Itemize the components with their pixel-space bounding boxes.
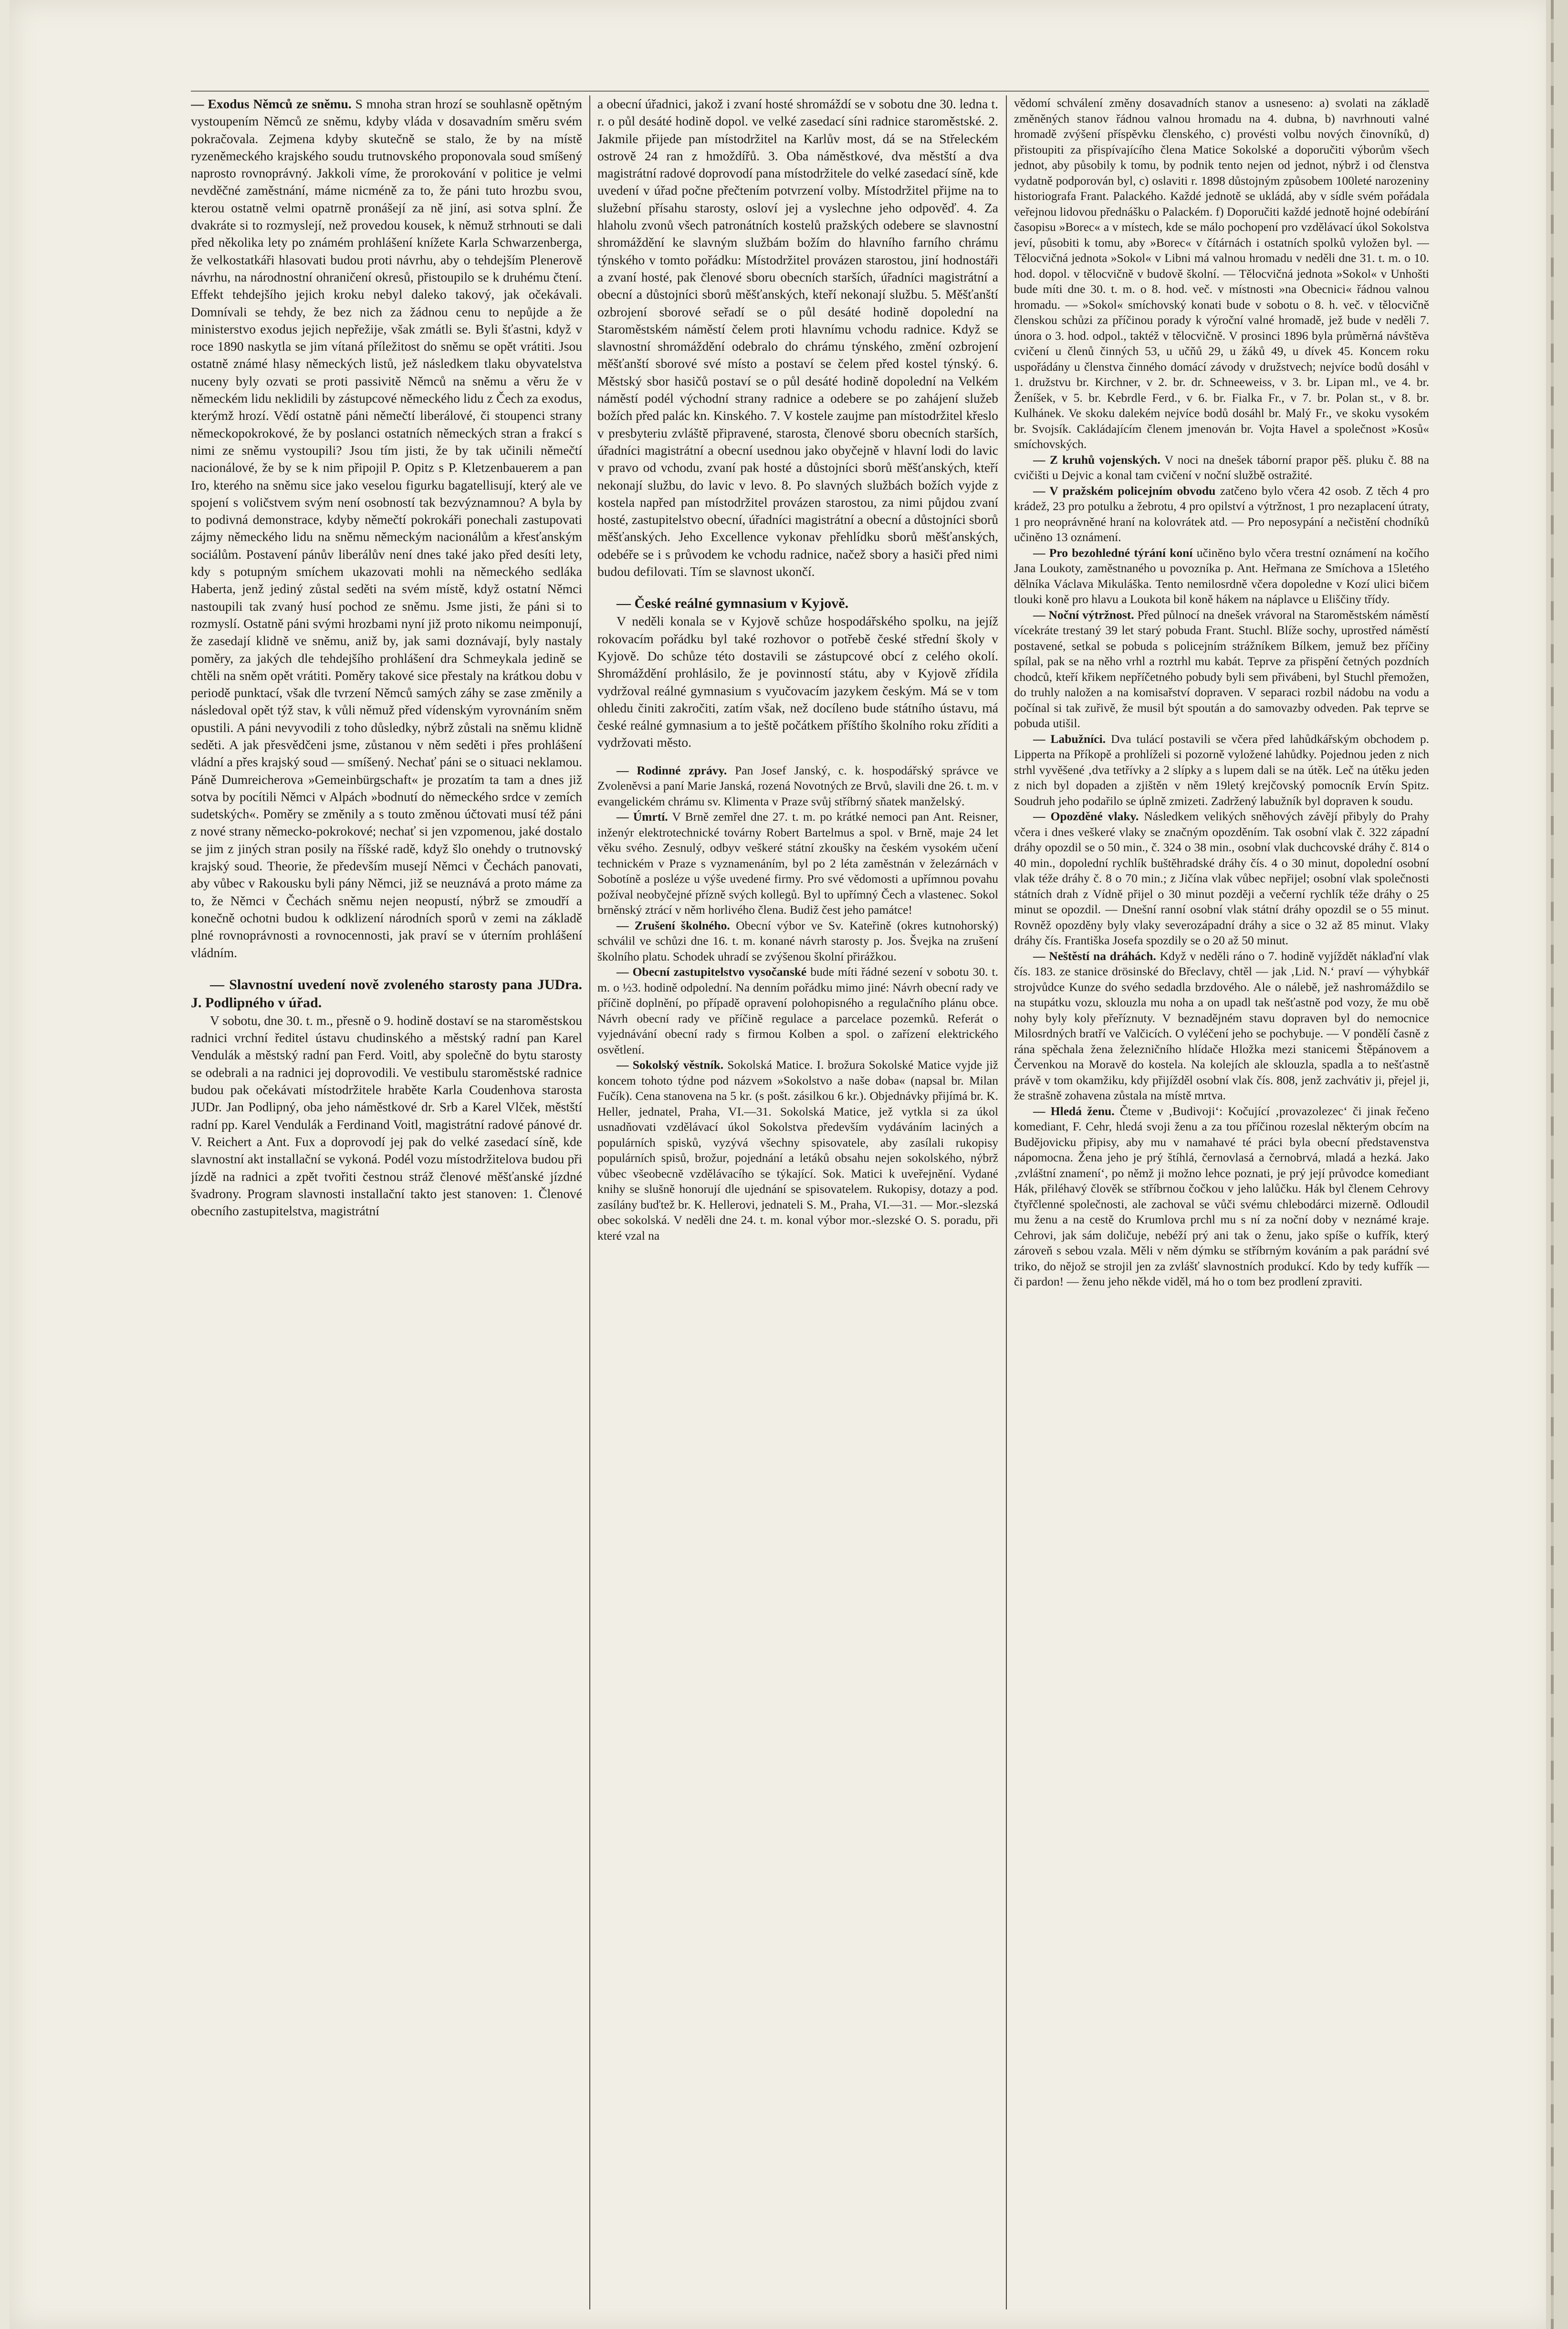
article-heading: — Sokolský věstník. bbox=[617, 1058, 724, 1072]
top-rule bbox=[191, 91, 1429, 92]
article-heading: — Z kruhů vojenských. bbox=[1033, 452, 1160, 467]
article-heading: — Úmrtí. bbox=[617, 810, 668, 824]
article-exodus bbox=[191, 95, 582, 961]
article-text: V Brně zemřel dne 27. t. m. po krátké nemoci pan Ant. Reisner, inženýr elektrotechnické továrny Robert Bartelmus a spol. v Brně, maje 24 let věku svého. Zesnulý, odbyv veškeré státní zkoušky na českém vysokém učení technickém v Praze s vyznamenáním, byl po 2 léta zaměstnán v železárnách v Sobotíně a posléze u výše uvedené firmy. Pro své vědomosti a upřímnou povahu požíval neobyčejné přízně svých kollegů. Byl to upřímný Čech a vlastenec. Sokol brněnský ztrácí v něm horlivého člena. Budiž čest jeho památce! bbox=[597, 810, 998, 917]
article-heading: — Rodinné zprávy. bbox=[617, 763, 727, 777]
article-text: Když v neděli ráno o 7. hodině vyjíždět náklaďní vlak čís. 183. ze stanice drösinské do Břeclavy, chtěl — jak ‚Lid. N.‘ praví — výhybkář strojvůdce Kunze do svého sedadla brzdového. Ale o nálebě, jež nashromáždilo se na stupátku vozu, sklouzla mu noha a on upadl tak nešťastně pod vozy, že mu obě nohy byly koly přeříznuty. V beznadějném stavu dopraven byl do nemocnice Milosrdných bratří ve Valčicích. O vyléčení jeho se pochybuje. — V pondělí časně z rána spěchala žena železničního hlídače Hložka mezi stanicemi Štěpánovem a Červenkou na Moravě do kostela. Na kolejích ale sklouzla, spadla a to nešťastně právě v tom okamžiku, kdy přijížděl osobní vlak čís. 808, jenž zachvátiv ji, přejel ji, že strašně zohavena zůstala na místě mrtva. bbox=[1014, 949, 1429, 1102]
article-text: učiněno bylo včera trestní oznámení na kočího Jana Loukoty, zaměstnaného u povozníka p. Ant. Heřmana ze Smíchova a 15letého dělníka Václava Mikuláška. Tento nemilosrdně včera dopoledne v Kozí ulici bičem tlouki koně pro hlavu a Loukota bil koně hákem na náplavce u Eliščiny třídy. bbox=[1014, 545, 1429, 606]
article-heading: — Exodus Němců ze sněmu. bbox=[191, 96, 352, 111]
article-heading: — Obecní zastupitelstvo vysočanské bbox=[617, 965, 807, 979]
article-heading: — Opozděné vlaky. bbox=[1033, 809, 1139, 823]
article-heading: — České reálné gymnasium v Kyjově. bbox=[617, 595, 849, 612]
article-text: S mnoha stran hrozí se souhlasně opětným vystoupením Němců ze sněmu, kdyby vláda v dosavadním směru svém pokračovala. Zejmena kdyby skutečně se stalo, že by na místě ryzeněmeckého krajského soudu trutnovského proponovala soud smíšený naprosto rovnoprávný. Jakkoli víme, že prorokování v politice je velmi nevděčné zaměstnání, máme nicméně za to, že páni tuto hrozbu svou, kterou ostatně velmi opatrně pronášejí za ně jiní, asi sotva splní. Že dvakráte si to rozmyslejí, než provedou kousek, k němuž strhnouti se dali před několika lety po známém prohlášení knížete Karla Schwarzenberga, že velkostatkáři hlasovati budou proti návrhu, aby o tehdejším Plenerově návrhu, na národnostní ohraničení okresů, přistoupilo se k druhému čtení. Effekt tehdejšího jejich kroku nebyl daleko takový, jak očekávali. Domnívali se tehdy, že bez nich za žádnou cenu to nepůjde a že ministerstvo exodus jejich nepřežije, však zmátli se. Byli šťastni, když v roce 1890 naskytla se jim vítaná příležitost do sněmu se opět vrátiti. Jsou ostatně známé hlasy německých listů, jež následkem tlaku obyvatelstva nuceny byly ozvati se proti passivitě Němců na sněmu a věru že v německém lidu neklidili by zástupcové německého lidu z Čech za exodus, kterýmž hrozí. Vědí ostatně páni němečtí liberálové, či stoupenci strany německopokrokové, že by poslanci ostatních německých stran a frakcí s nimi ze sněmu vystoupili? Jsou tím jisti, že by tak učinili němečtí nacionálové, že by se k nim připojil P. Opitz s P. Kletzenbauerem a pan Iro, kterého na sněmu sice jako veselou figurku bagatellisují, který ale ve spojení s voličstvem svým není osobností tak bezvýznamnou? A byla by to podivná demonstrace, kdyby němečtí pokrokáři ponechali zastupovati zájmy německého lidu na sněmu německým nacionálům a křesťanským sociálům. Postavení pánův liberálův není dnes také jako před desíti lety, kdy s potupným smíchem ukazovati mohli na německého sedláka Haberta, jenž jediný zůstal seděti na svém místě, když ostatní Němci nastoupili tak zvaný husí pochod ze sněmu. Jsme jisti, že páni si to rozmyslí. Ostatně páni svými hrozbami nyní již proto nikomu neimponují, že zasedají klidně ve sněmu, aniž by, jak sami doznávají, byly nastaly poměry, za jakých dle tehdejšího prohlášení dra Schmeykala jedině se chtěli na sněm opět vrátiti. Poměry takové sice přestaly na krátkou dobu v periodě punktací, však dle tvrzení Němců samých záhy se zase změnily a následoval opět týž stav, k vůli němuž před vídenským vyrovnáním sněm opustili. A páni nevyvodili z toho důsledky, nýbrž zůstali na sněmu klidně seděti. A jak přesvědčeni jsme, zůstanou v něm seděti i přes prohlášení vládní a přes krajský soud — smíšený. Nechať páni se o situaci neklamou. Páně Dumreicherova »Gemeinbürgschaft« je prozatím ta tam a dnes již sotva by pocítili Němci v Alpách »bodnutí do německého srdce v zemích sudetských«. Poměry se změnily a s touto změnou účtovati musí též páni z nové strany německo-pokrokové; nechať si jen vzpomenou, jaké dostalo se jim z jiných stran posily na říšské radě, když šlo onehdy o trutnovský krajský soud. Theorie, že především musejí Němci v Čechách panovati, aby vůbec v Rakousku byli pány Němci, již se neuznává a proto máme za to, že Němci v Čechách sněmu nejen neopustí, nýbrž se zmoudří a konečně ochotni budou k odklizení národních sporů v zemi na základě plné rovnoprávnosti a rovnocennosti, jak praví se v úterním prohlášení vládním. bbox=[191, 96, 582, 960]
article-text: Sokolská Matice. I. brožura Sokolské Matice vyjde již koncem tohoto týdne pod názvem »Sokolstvo a naše doba« (napsal br. Milan Fučík). Cena stanovena na 5 kr. (s pošt. zásilkou 6 kr.). Objednávky přijímá br. K. Heller, jednatel, Praha, VI.—31. Sokolská Matice, jež vytkla si za úkol usnadňovati vzdělávací úkol Sokolstva především vydáváním laciných a populárních spisků, vyzývá všechny spisovatele, aby zasílali rukopisy populárních spisů, brožur, pojednání a letáků obsahu nejen sokolského, nýbrž vůbec všeobecně vzdělávacího se týkající. Sok. Matici k uveřejnění. Vydané knihy se slušně honorují dle ujednání se spisovatelem. Rukopisy, dotazy a pod. zasílány buďtež br. K. Hellerovi, jednateli S. M., Praha, VI.—31. — Mor.-slezská obec sokolská. V neděli dne 24. t. m. konal výbor mor.-slezské O. S. poradu, při které vzal na bbox=[597, 1058, 998, 1243]
article-text: V sobotu, dne 30. t. m., přesně o 9. hodině dostaví se na staroměstskou radnici vrchní ředitel ústavu chudinského a městský radní pan Karel Vendulák a městský radní pan Ferd. Voitl, aby společně do bytu starosty se odebrali a na radnici jej doprovodili. Ve vestibulu staroměstské radnice budou pak očekávati místodržitele hraběte Karla Coudenhova starosta JUDr. Jan Podlipný, oba jeho náměstkové dr. Srb a Karel Vlček, městští radní pp. Karel Vendulák a Ferdinand Voitl, magistrátní radové pánové dr. V. Reichert a Ant. Fux a doprovodí jej pak do velké zasedací síně, kde slavnostní akt installační se vykoná. Podél vozu místodržitelova budou při jízdě na radnici a zpět tvořiti čestnou stráž členové měšťanské jízdné švadrony. Program slavnosti installační takto jest stanoven: 1. Členové obecního zastupitelstva, magistrátní bbox=[191, 1013, 582, 1219]
column-rule bbox=[1006, 95, 1007, 2309]
article-text: zatčeno bylo včera 42 osob. Z těch 4 pro krádež, 23 pro potulku a žebrotu, 4 pro opilství a výtržnost, 1 pro nezaplacení útraty, 1 pro neoprávněné hraní na kolovrátek atd. — Pro neposypání a nečistění chodníků učiněno 13 oznámení. bbox=[1014, 483, 1429, 544]
article-heading: — Slavnostní uvedení nově zvoleného starosty pana JUDra. J. Podlipného v úřad. bbox=[191, 976, 582, 1011]
column-3 bbox=[1014, 95, 1429, 2309]
column-1 bbox=[191, 95, 582, 2309]
article-text: Pan Josef Janský, c. k. hospodářský správce ve Zvoleněvsi a paní Marie Janská, rozená Novotných ze Brvů, slavili dne 26. t. m. v evangelickém chrámu sv. Klimenta v Praze svůj stříbrný sňatek manželský. bbox=[597, 763, 998, 808]
article-text: Čteme v ‚Budivoji‘: Kočující ‚provazolezec‘ či jinak řečeno komediant, F. Cehr, hledá svoji ženu a za tou příčinou rozeslal některým obcím na Budějovicku připisy, aby mu v namahavé té práci byla obecní představenstva nápomocna. Žena jeho je prý štíhlá, černovlasá a černobrvá, mladá a hezká. Jako ‚zvláštní znamení‘, po němž ji možno lehce poznati, je prý její průvodce komediant Hák, přiléhavý člověk se stříbrnou čočkou v jeho lalůčku. Hák byl členem Cehrovy čtyřčlenné společnosti, ale zachoval se vůči svému chlebodárci mizerně. Odloudil mu ženu a na cestě do Krumlova prchl mu s ní za noční doby v neznámé kraje. Cehrovi, jak sám doličuje, nebéží prý ani tak o ženu, jako spíše o kufřík, který zároveň s sebou vzala. Měli v něm dýmku se stříbrným kováním a pak parádní své triko, do nějož se strojil jen za zvlášť slavnostních produkcí. Kdo by tedy kufřík — či pardon! — ženu jeho někde viděl, má ho o tom bez prodlení zpraviti. bbox=[1014, 1104, 1429, 1288]
column-2 bbox=[597, 95, 998, 2309]
article-heading: — V pražském policejním obvodu bbox=[1033, 483, 1216, 498]
article-text: V neděli konala se v Kyjově schůze hospodářského spolku, na jejíž rokovacím pořádku byl také rozhovor o potřebě české střední školy v Kyjově. Do schůze této dostavili se zástupcové obcí z celého okolí. Shromáždění prohlásilo, že je povinností státu, aby v Kyjově zřídila vydržoval reálné gymnasium s vyučovacím jazykem českým. Má se v tom ohledu činiti zakročiti, zatím však, než docíleno bude státního ústavu, má české reálné gymnasium a to ještě počátkem příštího školního roku zříditi a vydržovati město. bbox=[597, 614, 998, 750]
article-text: Následkem velikých sněhových závějí přibyly do Prahy včera i dnes veškeré vlaky se značným opozděním. Tak osobní vlak č. 322 západní dráhy opozdil se o 50 min., č. 324 o 38 min., osobní vlak duchcovské dráhy č. 814 o 40 min., dopolední rychlík buštěhradské dráhy čís. 4 o 30 minut, dopolední osobní vlak téže dráhy č. 8 o 70 min.; z Jičína vlak vůbec nepřijel; osobní vlak společnosti státních drah z Vídně přijel o 30 minut později a večerní rychlík téže dráhy o 25 minut se opozdil. — Dnešní ranní osobní vlak státní dráhy opozdil se o 55 minut. Rovněž opozděny byly vlaky severozápadní dráhy a sice o 32 až 85 minut. Vlaky dráhy čís. Františka Josefa spozdily se o 20 až 50 minut. bbox=[1014, 809, 1429, 947]
article-heading: — Pro bezohledné týrání koní bbox=[1033, 545, 1193, 560]
article-text: Obecní výbor ve Sv. Kateřině (okres kutnohorský) schválil ve schůzi dne 16. t. m. konané návrh starosty p. Jos. Švejka na zrušení školního platu. Schodek uhradí se zvýšenou školní přirážkou. bbox=[597, 918, 998, 963]
article-text: bude míti řádné sezení v sobotu 30. t. m. o ½3. hodině odpolední. Na denním pořádku mimo jiné: Návrh obecní rady ve příčině doplnění, po případě opravení polohopisného a regulačního plánu obce. Návrh obecní rady ve příčině regulace a parcelace pozemků. Referát o vyjednávání obecní rady s firmou Kolben a spol. o zařízení elektrického osvětlení. bbox=[597, 965, 998, 1056]
article-heading: — Noční výtržnost. bbox=[1033, 607, 1134, 622]
newspaper-page bbox=[10, 0, 1556, 2329]
article-text: a obecní úřadnici, jakož i zvaní hosté shromáždí se v sobotu dne 30. ledna t. r. o půl desáté hodině dopol. ve velké zasedací síni radnice staroměstské. 2. Jakmile přijede pan místodržitel na Karlův most, dá se na Střeleckém ostrově 24 ran z hmoždířů. 3. Oba náměstkové, dva městští a dva magistrátní radové doprovodí pana místodržitele do velké zasedací síně, kde uvedení v úřad počne přečtením potvrzení volby. Místodržitel přijme na to služební přísahu starosty, osloví jej a vyslechne jeho odpověď. 4. Za hlaholu zvonů všech patronátních kostelů pražských odebere se slavnostní shromáždění ke slavným službám božím do hlavního farního chrámu týnského v tomto pořádku: Místodržitel provázen starostou, jiní hodnostáři a zvaní hosté, pak členové sboru obecních starších, úřadníci magistrátní a obecní a důstojníci sborů měšťanských, kteří nekonají službu. 5. Měšťanští ozbrojení sborové seřadí se o půl desáté hodině dopolední na Staroměstském náměstí čelem proti hlavnímu vchodu radnice. Když se slavnostní shromáždění odebralo do chrámu týnského, změní ozbrojení měšťanští sborové své místo a postaví se čelem před kostel týnský. 6. Městský sbor hasičů postaví se o půl desáté hodině dopolední na Velkém náměstí podél východní strany radnice a odebere se po zahájení služeb božích před palác kn. Kinského. 7. V kostele zaujme pan místodržitel křeslo v presbyteriu zvláště připravené, starosta, členové sboru obecních starších, úřadníci magistrátní a obecní usednou jako obyčejně v hlavní lodi do lavic v pravo od vchodu, zvaní pak hosté a důstojníci sborů měšťanských, kteří nekonají službu, do lavic v levo. 8. Po slavných službách božích vyjde z kostela napřed pan místodržitel provázen starostou, za nimi půjdou zvaní hosté, zastupitelstvo obecní, úřadníci magistrátní a obecní a důstojníci sborů měšťanských. Jeho Excellence vykonav přehlídku sborů měšťanských, odebéře se i s průvodem ke vchodu radnice, načež sbory a hasiči před nimi budou defilovati. Tím se slavnost ukončí. bbox=[597, 96, 998, 579]
article-text: Před půlnocí na dnešek vrávoral na Staroměstském náměstí vícekráte trestaný 39 let starý pobuda Frant. Stuchl. Blíže sochy, uprostřed náměstí postavené, setkal se pobuda s policejním strážníkem Bílkem, jemuž bez příčiny spílal, pak se na něho vrhl a roztrhl mu kabát. Teprve za přispění četných pozdních chodců, kteří křikem nepříčetného pobudy byli sem přivábeni, byl Stuchl přemožen, do truhly naložen a na komisařství dopraven. V separaci rozbil nádobu na vodu a počínal si tak zuřivě, že musil být spoután a do samovazby odveden. Pak teprve se pobuda utišil. bbox=[1014, 607, 1429, 730]
article-heading: — Neštěstí na dráhách. bbox=[1033, 949, 1156, 963]
column-rule bbox=[589, 95, 590, 2309]
binding-edge bbox=[1551, 0, 1554, 2329]
page-edge bbox=[1546, 0, 1568, 2329]
article-heading: — Zrušení školného. bbox=[617, 918, 730, 932]
article-text: Dva tulácí postavili se včera před lahůdkářským obchodem p. Lipperta na Příkopě a prohlíželi si pozorně vyložené lahůdky. Pojednou jeden z nich strhl vyvěšené ‚dva tetřívky a 2 slípky a s lupem dali se na útěk. Leč na útěku jeden z nich byl dopaden a zjištěn v něm 19letý krejčovský pomocník Ervín Spitz. Soudruh jeho podařilo se úplně zmizeti. Zadržený labužník byl dopraven k soudu. bbox=[1014, 731, 1429, 808]
article-text: V noci na dnešek táborní prapor pěš. pluku č. 88 na cvičišti u Dejvic a konal tam cvičení v noční službě ostražité. bbox=[1014, 452, 1429, 482]
article-heading: — Labužníci. bbox=[1033, 731, 1106, 746]
article-text: vědomí schválení změny dosavadních stanov a usneseno: a) svolati na základě změněných stanov řádnou valnou hromadu na 4. dubna, b) navrhnouti valné hromadě zvýšení příspěvku členského, c) provésti volbu nových činovníků, d) přistoupiti za přispívajícího člena Matice Sokolské a doporučiti výborům všech jednot, aby působily k tomu, by podnik tento nejen od jednot, nýbrž i od členstva vydatně podporován byl, c) oslaviti r. 1898 důstojným způsobem 100leté narozeniny historiografa Frant. Palackého. Každé jednotě se ukládá, aby v sídle svém pořádala veřejnou lidovou přednášku o Palackém. f) Doporučiti každé jednotě hojné odebírání časopisu »Borec« a v místech, kde se málo pochopení pro vzdělávací úkol Sokolstva jeví, působiti k tomu, aby »Borec« v čítárnách i ostatních spolků vyložen byl. — Tělocvičná jednota »Sokol« v Libni má valnou hromadu v neděli dne 31. t. m. o 10. hod. dopol. v tělocvičně v budově školní. — Tělocvičná jednota »Sokol« v Unhošti bude míti dne 30. t. m. o 8. hod. več. v místnosti »na Obecnici« řádnou valnou hromadu. — »Sokol« smíchovský konati bude v sobotu o 8. h. več. v tělocvičně členskou schůzi za příčinou porady k výroční valné hromadě, jež bude v neděli 7. února o 3. hod. odpol., taktéž v tělocvičně. V prosinci 1896 byla průměrná návštěva cvičení u členů činných 53, u učňů 29, u žáků 49, u dívek 45. Koncem roku uspořádány u členstva činného domácí závody v družstvech; nejvíce bodů dosáhl v 1. družstvu br. Kirchner, v 2. br. dr. Schneeweiss, v 3. br. Lipan ml., ve 4. br. Ženíšek, v 5. br. Kebrdle Ferd., v 6. br. Fialka Fr., v 7. br. Polan st., v 8. br. Kulhánek. Ve skoku dalekém nejvíce bodů dosáhl br. Malý Fr., ve skoku vysokém br. Svojsík. Cakládajícím členem jmenován br. Vojta Havel a společnost »Kosů« smíchovských. bbox=[1014, 96, 1429, 451]
article-heading: — Hledá ženu. bbox=[1033, 1104, 1115, 1118]
